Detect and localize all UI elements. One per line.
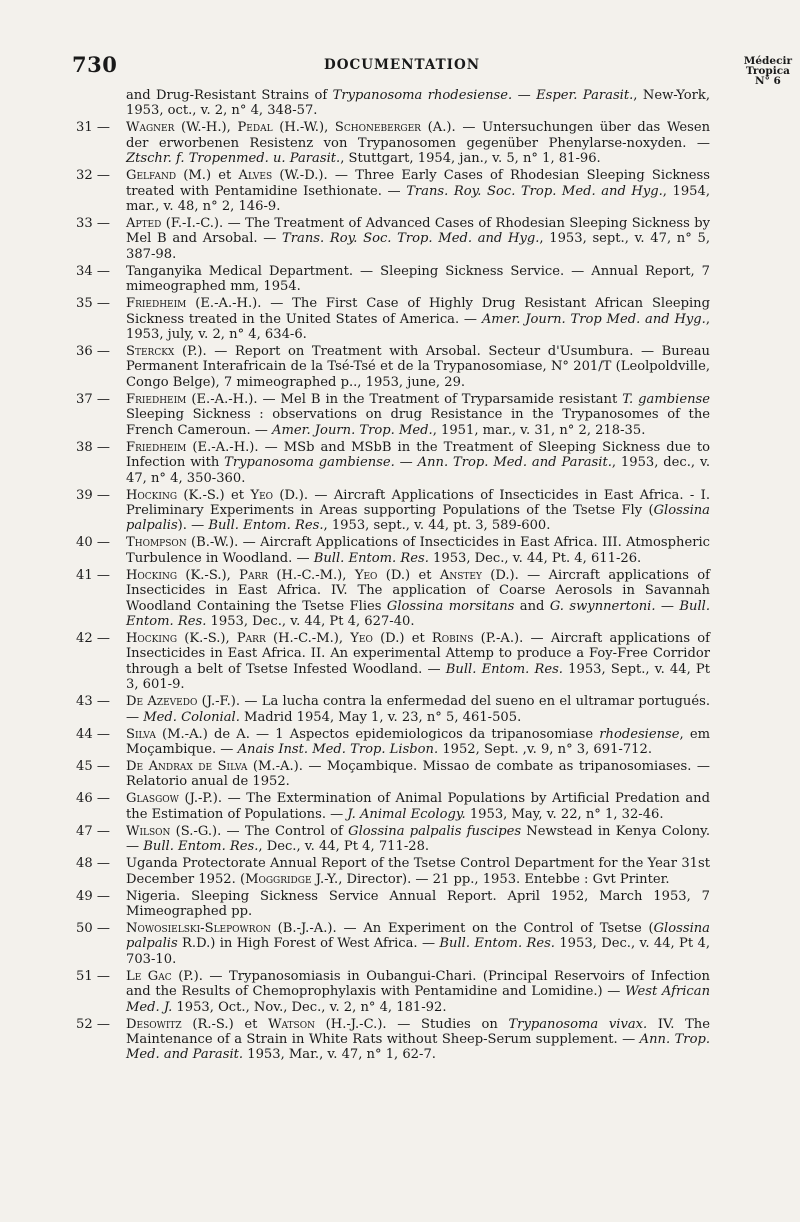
reference-entry <box>76 631 710 693</box>
reference-text: Gelfand (M.) et Alves (W.-D.). — Three Early Cases of Rhodesian Sleeping Sickness treated with Pentamidine Isethionate. — Trans. Roy. Soc. Trop. Med. and Hyg., 1954, mar., v. 48, n° 2, 146-9. <box>126 168 711 215</box>
reference-text: Apted (F.-I.-C.). — The Treatment of Advanced Cases of Rhodesian Sleeping Sickness by Mel B and Arsobal. — Trans. Roy. Soc. Trop. Med. and Hyg., 1953, sept., v. 47, n° 5, 387-98. <box>126 216 710 262</box>
reference-entry <box>76 856 710 887</box>
reference-number: 49 — <box>76 888 110 904</box>
reference-entry <box>76 535 710 566</box>
reference-entry <box>76 694 710 725</box>
reference-entry <box>76 120 710 166</box>
reference-entry <box>76 264 710 295</box>
reference-entry <box>76 440 710 486</box>
reference-text: Hocking (K.-S.), Parr (H.-C.-M.), Yeo (D.) et Robins (P.-A.). — Aircraft applications of Insecticides in East Africa. II. An experimental Attemp to produce a Foy-Free Corridor through a belt of Tsetse Infested Woodland. — Bull. Entom. Res. 1953, Sept., v. 44, Pt 3, 601-9. <box>126 630 711 693</box>
reference-text: Silva (M.-A.) de A. — 1 Aspectos epidemiologicos da tripanosomiase rhodesiense, em Moçambique. — Anais Inst. Med. Trop. Lisbon. 1952, Sept. ,v. 9, n° 3, 691-712. <box>126 726 710 757</box>
reference-text: Friedheim (E.-A.-H.). — Mel B in the Treatment of Tryparsamide resistant T. gambiense Sleeping Sickness : observations on drug Resistance in the Trypanosomes of the French Cameroun. — Amer. Journ. Trop. Med., 1951, mar., v. 31, n° 2, 218-35. <box>126 391 710 438</box>
journal-line: Tropica <box>745 65 790 77</box>
reference-text: Sterckx (P.). — Report on Treatment with Arsobal. Secteur d'Usumbura. — Bureau Permanent Interafricain de la Tsé-Tsé et de la Trypanosomiase, N° 201/T (Leolpoldville, Congo Belge), 7 mimeographed p.., 1953, june, 29. <box>126 344 710 390</box>
reference-number: 44 — <box>76 726 110 742</box>
reference-entry <box>76 824 710 855</box>
reference-entry <box>76 889 710 920</box>
reference-number: 47 — <box>76 823 110 839</box>
reference-number: 31 — <box>76 120 110 136</box>
reference-entry <box>76 344 710 390</box>
reference-text: Hocking (K.-S.) et Yeo (D.). — Aircraft Applications of Insecticides in East Africa. - I. Preliminary Experiments in Areas supporting Populations of the Tsetse Fly (Glossina palpalis). — Bull. Entom. Res., 1953, sept., v. 44, pt. 3, 589-600. <box>126 487 710 534</box>
reference-number: 51 — <box>76 968 110 984</box>
reference-entry <box>76 568 710 630</box>
reference-text: Uganda Protectorate Annual Report of the Tsetse Control Department for the Year 31st December 1952. (Moggridge J.-Y., Director). — 21 pp., 1953. Entebbe : Gvt Printer. <box>126 856 710 887</box>
page-title: DOCUMENTATION <box>324 57 481 73</box>
journal-name <box>744 56 792 86</box>
reference-list <box>76 88 710 1064</box>
reference-text: Nowosielski-Slepowron (B.-J.-A.). — An Experiment on the Control of Tsetse (Glossina palpalis R.D.) in High Forest of West Africa. — Bull. Entom. Res. 1953, Dec., v. 44, Pt 4, 703-10. <box>126 921 710 967</box>
reference-text: Tanganyika Medical Department. — Sleeping Sickness Service. — Annual Report, 7 mimeographed mm, 1954. <box>126 263 710 295</box>
reference-number: 39 — <box>76 487 110 503</box>
page-number: 730 <box>72 52 118 77</box>
reference-number: 45 — <box>76 758 110 774</box>
reference-continuation: and Drug-Resistant Strains of Trypanosoma rhodesiense. — Esper. Parasit., New-York, 1953, oct., v. 2, n° 4, 348-57. <box>126 88 711 119</box>
reference-text: Friedheim (E.-A.-H.). — MSb and MSbB in the Treatment of Sleeping Sickness due to Infection with Trypanosoma gambiense. — Ann. Trop. Med. and Parasit., 1953, dec., v. 47, n° 4, 350-360. <box>126 439 710 486</box>
reference-text: De Azevedo (J.-F.). — La lucha contra la enfermedad del sueno en el ultramar portugués. — Med. Colonial. Madrid 1954, May 1, v. 23, n° 5, 461-505. <box>126 694 710 725</box>
reference-number: 48 — <box>76 856 110 872</box>
reference-text: Friedheim (E.-A.-H.). — The First Case of Highly Drug Resistant African Sleeping Sickness treated in the United States of America. — Amer. Journ. Trop Med. and Hyg., 1953, july, v. 2, n° 4, 634-6. <box>126 296 711 343</box>
reference-entry <box>76 759 710 790</box>
reference-text: Desowitz (R.-S.) et Watson (H.-J.-C.). — Studies on Trypanosoma vivax. IV. The Maintenance of a Strain in White Rats without Sheep-Serum supplement. — Ann. Trop. Med. and Parasit. 1953, Mar., v. 47, n° 1, 62-7. <box>126 1016 710 1063</box>
reference-number: 52 — <box>76 1016 110 1032</box>
reference-number: 38 — <box>76 439 110 455</box>
reference-number: 34 — <box>76 263 110 279</box>
journal-issue: N° 6 <box>754 75 781 87</box>
reference-number: 36 — <box>76 344 110 360</box>
reference-text: De Andrax de Silva (M.-A.). — Moçambique. Missao de combate as tripanosomiases. — Relatorio anual de 1952. <box>126 758 710 790</box>
reference-number: 40 — <box>76 535 110 551</box>
reference-entry <box>76 969 710 1015</box>
reference-number: 32 — <box>76 168 110 184</box>
reference-number: 35 — <box>76 296 110 312</box>
reference-entry <box>76 1017 710 1063</box>
reference-entry <box>76 296 710 342</box>
reference-entry <box>76 921 710 967</box>
reference-text: Hocking (K.-S.), Parr (H.-C.-M.), Yeo (D.) et Anstey (D.). — Aircraft applications of Insecticides in East Africa. IV. The application of Coarse Aerosols in Savannah Woodland Containing the Tsetse Flies Glossina morsitans and G. swynnertoni. — Bull. Entom. Res. 1953, Dec., v. 44, Pt 4, 627-40. <box>126 567 710 629</box>
reference-text: Wagner (W.-H.), Pedal (H.-W.), Schoneberger (A.). — Untersuchungen über das Wesen der erworbenen Resistenz von Trypanosomen gegenüber Phenylarse-noxyden. — Ztschr. f. Tropenmed. u. Parasit., Stuttgart, 1954, jan., v. 5, n° 1, 81-96. <box>126 120 711 167</box>
reference-number: 42 — <box>76 630 110 646</box>
reference-text: Le Gac (P.). — Trypanosomiasis in Oubangui-Chari. (Principal Reservoirs of Infection and the Results of Chemoprophylaxis with Pentamidine and Lomidine.) — West African Med. J. 1953, Oct., Nov., Dec., v. 2, n° 4, 181-92. <box>126 968 711 1015</box>
reference-number: 41 — <box>76 567 110 583</box>
reference-entry <box>76 216 710 262</box>
reference-number: 50 — <box>76 921 110 936</box>
reference-entry <box>76 168 710 214</box>
journal-line: Médecir <box>743 55 792 67</box>
reference-entry <box>76 392 710 438</box>
reference-text: Nigeria. Sleeping Sickness Service Annual Report. April 1952, March 1953, 7 Mimeographed pp. <box>126 888 710 919</box>
page-header <box>72 52 792 92</box>
reference-entry <box>76 488 710 534</box>
reference-number: 37 — <box>76 391 110 407</box>
reference-number: 33 — <box>76 216 110 232</box>
reference-text: Wilson (S.-G.). — The Control of Glossina palpalis fuscipes Newstead in Kenya Colony. — Bull. Entom. Res., Dec., v. 44, Pt 4, 711-28. <box>126 823 710 855</box>
reference-entry <box>76 727 710 758</box>
reference-number: 46 — <box>76 791 110 807</box>
reference-entry <box>76 791 710 822</box>
reference-number: 43 — <box>76 694 110 710</box>
reference-text: Thompson (B.-W.). — Aircraft Applications of Insecticides in East Africa. III. Atmospheric Turbulence in Woodland. — Bull. Entom. Res. 1953, Dec., v. 44, Pt. 4, 611-26. <box>126 535 710 566</box>
reference-text: Glasgow (J.-P.). — The Extermination of Animal Populations by Artificial Predation and the Estimation of Populations. — J. Animal Ecology. 1953, May, v. 22, n° 1, 32-46. <box>126 791 710 822</box>
